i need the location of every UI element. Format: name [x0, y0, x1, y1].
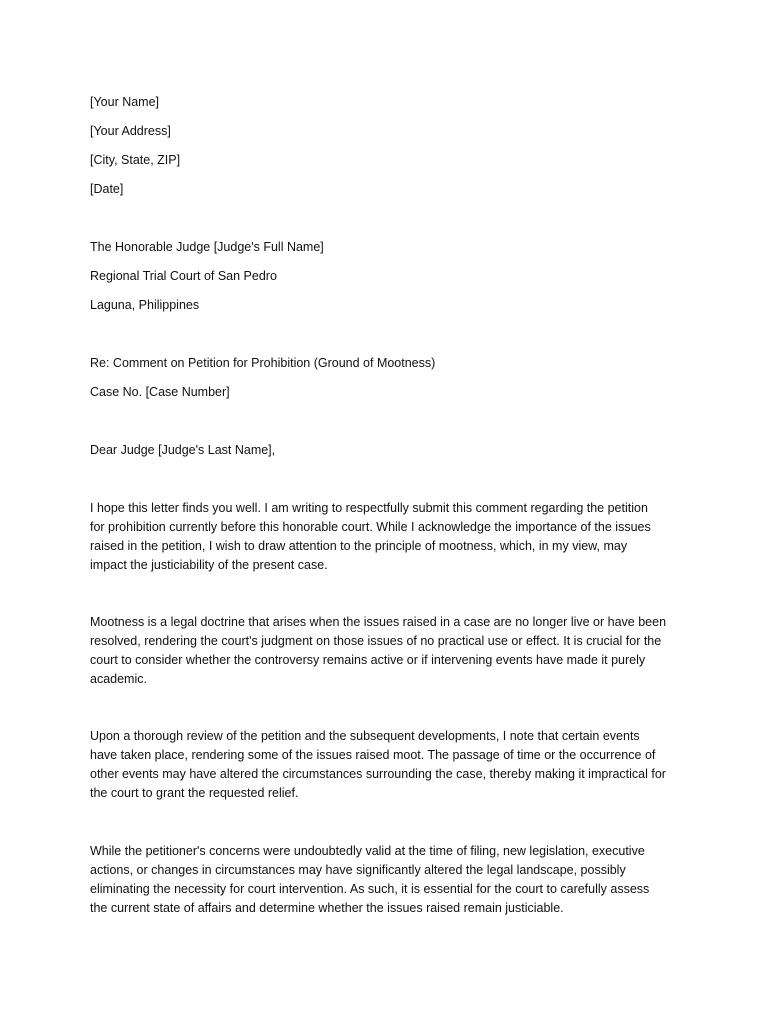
- paragraph-line: other events may have altered the circumstances surrounding the case, thereby making it impractical for: [90, 767, 666, 781]
- paragraph-line: for prohibition currently before this honorable court. While I acknowledge the importance of the issues: [90, 520, 651, 534]
- recipient-location: Laguna, Philippines: [90, 298, 200, 312]
- body-paragraph-2: [90, 613, 690, 689]
- paragraph-line: the court to grant the requested relief.: [90, 786, 299, 800]
- paragraph-line: resolved, rendering the court's judgment on those issues of no practical use or effect. It is crucial for the: [90, 634, 662, 648]
- paragraph-line: I hope this letter finds you well. I am writing to respectfully submit this comment regarding the petition: [90, 501, 648, 515]
- case-number: Case No. [Case Number]: [90, 385, 230, 399]
- body-paragraph-1: [90, 499, 690, 575]
- sender-address: [Your Address]: [90, 124, 171, 138]
- paragraph-line: raised in the petition, I wish to draw attention to the principle of mootness, which, in my view, may: [90, 539, 628, 553]
- sender-name: [Your Name]: [90, 95, 160, 109]
- paragraph-line: the current state of affairs and determine whether the issues raised remain justiciable.: [90, 901, 564, 915]
- sender-city-state-zip: [City, State, ZIP]: [90, 153, 181, 167]
- paragraph-line: While the petitioner's concerns were undoubtedly valid at the time of filing, new legislation, executive: [90, 844, 645, 858]
- paragraph-line: eliminating the necessity for court intervention. As such, it is essential for the court to carefully assess: [90, 882, 650, 896]
- paragraph-line: Upon a thorough review of the petition and the subsequent developments, I note that certain events: [90, 729, 640, 743]
- paragraph-line: have taken place, rendering some of the issues raised moot. The passage of time or the occurrence of: [90, 748, 656, 762]
- paragraph-line: impact the justiciability of the present case.: [90, 558, 328, 572]
- letter-date: [Date]: [90, 182, 124, 196]
- salutation: Dear Judge [Judge's Last Name],: [90, 443, 276, 457]
- paragraph-line: Mootness is a legal doctrine that arises when the issues raised in a case are no longer live or have been: [90, 615, 667, 629]
- paragraph-line: court to consider whether the controversy remains active or if intervening events have made it purely: [90, 653, 646, 667]
- body-paragraph-3: [90, 727, 690, 803]
- paragraph-line: actions, or changes in circumstances may have significantly altered the legal landscape, possibly: [90, 863, 626, 877]
- body-paragraph-4: [90, 842, 690, 918]
- subject-line: Re: Comment on Petition for Prohibition (Ground of Mootness): [90, 356, 436, 370]
- recipient-court: Regional Trial Court of San Pedro: [90, 269, 277, 283]
- paragraph-line: academic.: [90, 672, 147, 686]
- recipient-judge: The Honorable Judge [Judge's Full Name]: [90, 240, 324, 254]
